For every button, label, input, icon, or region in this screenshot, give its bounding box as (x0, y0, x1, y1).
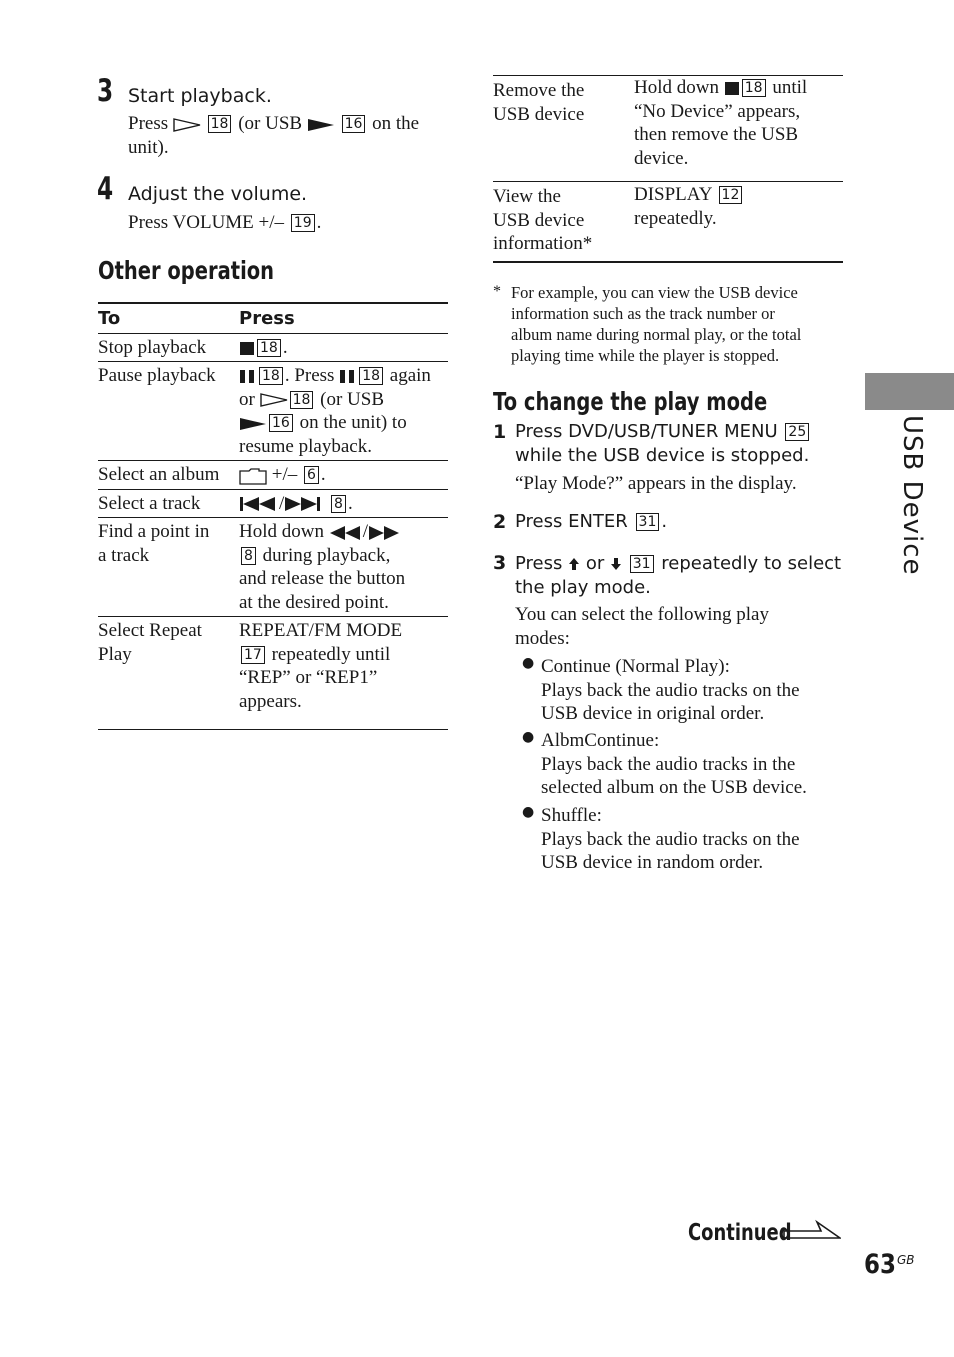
section-heading: Other operation (98, 256, 275, 285)
step-text: Press ENTER 31 . (515, 511, 668, 532)
ref-number: 8 (331, 495, 346, 513)
step-number: 4 (97, 171, 114, 207)
row-press: +/– 6 . (239, 461, 448, 490)
ref-number: 12 (719, 186, 743, 204)
table-row (98, 489, 448, 518)
row-press: / 8 . (239, 489, 448, 518)
step-number: 3 (97, 73, 114, 109)
row-press: 18 . (239, 333, 448, 362)
ref-number: 31 (636, 513, 660, 531)
ref-number: 25 (785, 423, 809, 441)
step-note: You can select the following play modes: (515, 604, 769, 649)
row-press: Hold down / 8 during playback, and release the button at the desired point. (239, 518, 448, 617)
pause-icon (339, 369, 357, 384)
ref-number: 18 (257, 339, 281, 357)
bullet-icon: ● (522, 804, 535, 820)
table-row (98, 617, 448, 718)
ref-number: 18 (208, 115, 232, 133)
ref-number: 17 (241, 646, 265, 664)
row-to: Remove the USB device (493, 80, 585, 125)
play-icon (239, 417, 267, 431)
ref-number: 18 (742, 79, 766, 97)
folder-icon (239, 467, 267, 485)
list-item: Shuffle: Plays back the audio tracks on the USB device in random order. (541, 805, 800, 873)
row-press: REPEAT/FM MODE 17 repeatedly until “REP” or “REP1” appears. (239, 617, 448, 718)
table-row-rule (493, 181, 843, 182)
table-row (98, 461, 448, 490)
bullet-icon: ● (522, 729, 535, 745)
row-press: 18 . Press 18 again or 18 (or USB 16 on the unit) to resume playback. (239, 362, 448, 461)
row-to: Find a point in a track (98, 518, 239, 617)
row-to: View the USB device information* (493, 186, 593, 254)
previous-track-icon (239, 496, 279, 512)
ref-number: 8 (241, 547, 256, 565)
step-text: Press or 31 repeatedly to select the play mode. (515, 553, 842, 598)
ref-number: 19 (291, 214, 315, 232)
table-row (98, 362, 448, 461)
step-text: Press DVD/USB/TUNER MENU 25 while the USB device is stopped. (515, 421, 810, 466)
table-header-row (98, 305, 448, 333)
page-suffix: GB (897, 1253, 915, 1267)
row-to: Stop playback (98, 333, 239, 362)
ref-number: 16 (269, 414, 293, 432)
table-bottom-rule (493, 261, 843, 263)
section-heading: To change the play mode (493, 387, 768, 416)
row-to: Select an album (98, 461, 239, 490)
page-number: 63 (864, 1249, 896, 1280)
table-bottom-rule (98, 729, 448, 730)
ref-number: 16 (342, 115, 366, 133)
list-item: Continue (Normal Play): Plays back the audio tracks on the USB device in original order. (541, 656, 800, 724)
row-to: Select Repeat Play (98, 617, 239, 718)
step-title: Start playback. (128, 85, 272, 107)
play-icon (307, 118, 335, 132)
row-press: DISPLAY 12 repeatedly. (634, 183, 744, 230)
list-item: AlbmContinue: Plays back the audio tracks in the selected album on the USB device. (541, 730, 807, 798)
step-text: Press 18 (or USB 16 on the (128, 113, 420, 134)
row-to: Select a track (98, 489, 239, 518)
continued-arrow-icon (783, 1219, 841, 1241)
play-outline-icon (173, 118, 201, 132)
arrow-up-icon (568, 557, 580, 571)
step-number: 1 (493, 421, 507, 443)
footnote-mark: * (493, 283, 501, 300)
step-note: “Play Mode?” appears in the display. (515, 473, 797, 494)
ref-number: 31 (630, 555, 654, 573)
table-row (98, 518, 448, 617)
column-header-press: Press (239, 308, 295, 329)
step-text: Press VOLUME +/– 19 . (128, 212, 322, 233)
row-press: Hold down 18 until “No Device” appears, then remove the USB device. (634, 77, 808, 169)
ref-number: 18 (290, 391, 314, 409)
section-tab-label: USB Device (897, 415, 927, 576)
table-top-rule (98, 302, 448, 304)
step-number: 3 (493, 552, 507, 574)
stop-icon (724, 81, 740, 96)
next-track-icon (284, 496, 324, 512)
pause-icon (239, 369, 257, 384)
ref-number: 18 (359, 367, 383, 385)
step-text-cont: unit). (128, 137, 169, 158)
row-to: Pause playback (98, 362, 239, 461)
arrow-down-icon (610, 557, 622, 571)
footnote: For example, you can view the USB device information such as the track number or album name during normal play, or the total playing time while the player is stopped. (511, 283, 802, 365)
rewind-icon (329, 525, 363, 541)
fast-forward-icon (368, 525, 402, 541)
play-outline-icon (260, 393, 288, 407)
ref-number: 18 (259, 367, 283, 385)
section-tab (865, 373, 954, 410)
continued-label: Continued (688, 1220, 792, 1246)
operations-table (98, 305, 448, 717)
step-number: 2 (493, 511, 507, 533)
step-title: Adjust the volume. (128, 183, 308, 205)
table-row (98, 333, 448, 362)
stop-icon (239, 341, 255, 356)
bullet-icon: ● (522, 655, 535, 671)
column-header-to: To (98, 308, 121, 329)
ref-number: 6 (304, 466, 319, 484)
